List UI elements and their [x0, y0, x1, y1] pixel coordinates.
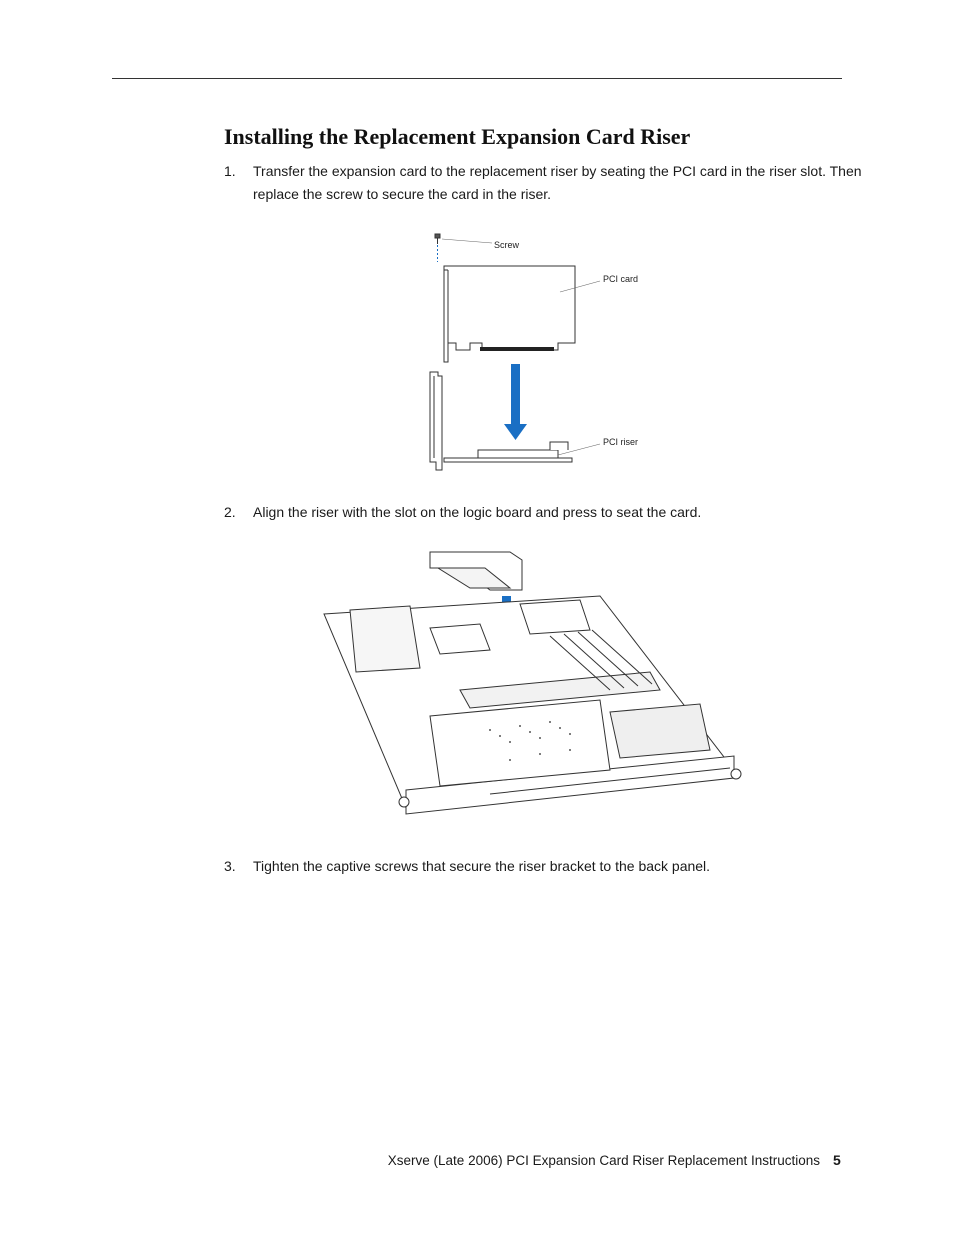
step-number: 3.	[224, 858, 236, 874]
card-edge-connector	[480, 347, 554, 351]
section-heading: Installing the Replacement Expansion Card Riser	[224, 124, 691, 149]
step-text: Transfer the expansion card to the replacement riser by seating the PCI card in the riser slot. Then replace the screw to secure the card in the riser.	[253, 163, 862, 202]
riser-card-assembly	[430, 552, 522, 590]
step-text: Align the riser with the slot on the logic board and press to seat the card.	[253, 504, 702, 520]
pci-riser-shape	[430, 372, 572, 470]
page-number: 5	[833, 1152, 841, 1168]
callout-pci-card: PCI card	[603, 274, 639, 284]
step-number: 1.	[224, 163, 236, 179]
chassis-body	[324, 596, 741, 814]
xserve-chassis-drawing	[310, 540, 750, 815]
step-text: Tighten the captive screws that secure the riser bracket to the back panel.	[253, 858, 711, 874]
screw-icon	[435, 234, 440, 262]
pci-card-riser-illustration	[400, 226, 660, 474]
footer-title: Xserve (Late 2006) PCI Expansion Card Riser Replacement Instructions	[387, 1153, 820, 1168]
top-rule	[112, 78, 842, 79]
insert-arrow-icon	[504, 364, 527, 440]
step-number: 2.	[224, 504, 236, 520]
callout-screw: Screw	[494, 240, 520, 250]
callout-pci-riser: PCI riser	[603, 437, 639, 447]
xserve-chassis-illustration	[310, 540, 750, 815]
